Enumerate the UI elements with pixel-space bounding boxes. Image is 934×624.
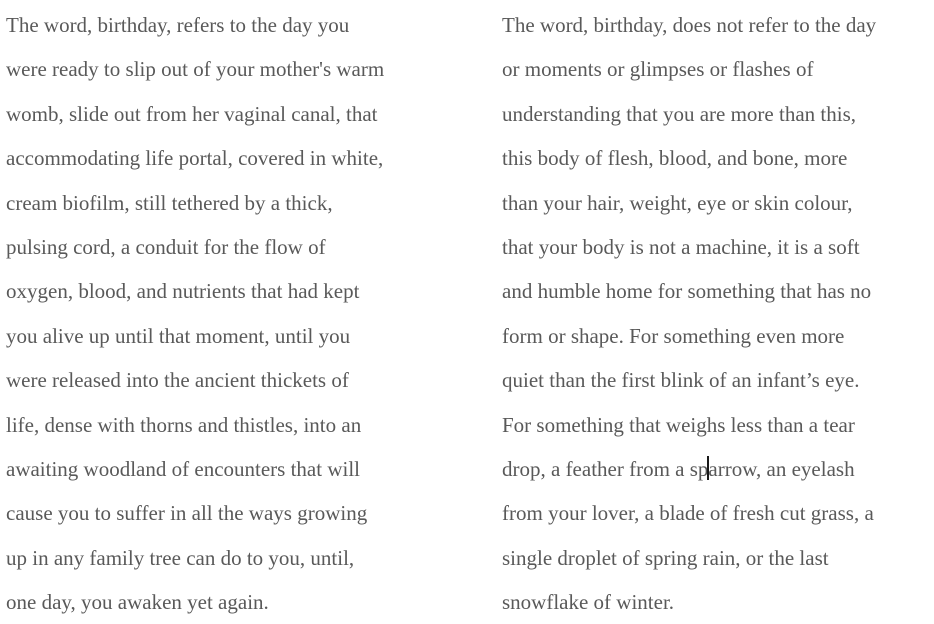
text-line: were released into the ancient thickets of (6, 368, 349, 393)
right-text-column[interactable] (502, 3, 932, 624)
text-line: were ready to slip out of your mother's warm (6, 57, 385, 82)
text-line: pulsing cord, a conduit for the flow of (6, 234, 326, 259)
text-line: accommodating life portal, covered in white, (6, 146, 384, 171)
text-line: awaiting woodland of encounters that will (6, 456, 360, 481)
text-line: this body of flesh, blood, and bone, more (502, 146, 848, 171)
text-line: one day, you awaken yet again. (6, 590, 269, 615)
text-before-caret: drop, a feather from a sp (502, 456, 709, 481)
text-line: The word, birthday, does not refer to the day (502, 13, 877, 37)
text-line: womb, slide out from her vaginal canal, that (6, 101, 378, 126)
text-line: understanding that you are more than this, (502, 101, 856, 126)
text-line: or moments or glimpses or flashes of (502, 57, 814, 82)
text-line: For something that weighs less than a tear (502, 412, 855, 437)
text-line: life, dense with thorns and thistles, into an (6, 412, 362, 437)
text-line: The word, birthday, refers to the day you (6, 13, 350, 37)
text-line: form or shape. For something even more (502, 323, 845, 348)
text-after-caret: arrow, an eyelash (708, 456, 855, 481)
text-line: oxygen, blood, and nutrients that had kept (6, 279, 360, 304)
text-line-with-caret (502, 447, 932, 491)
text-line: from your lover, a blade of fresh cut grass, a (502, 501, 874, 526)
text-line: cream biofilm, still tethered by a thick, (6, 190, 333, 215)
text-line: you alive up until that moment, until you (6, 323, 351, 348)
text-line: single droplet of spring rain, or the last (502, 545, 829, 570)
text-line: and humble home for something that has no (502, 279, 872, 304)
text-line: quiet than the first blink of an infant’s eye. (502, 368, 860, 393)
text-line: than your hair, weight, eye or skin colour, (502, 190, 853, 215)
text-line: up in any family tree can do to you, until, (6, 545, 355, 570)
left-text-column[interactable] (6, 3, 476, 624)
text-line: that your body is not a machine, it is a soft (502, 234, 860, 259)
text-line: snowflake of winter. (502, 590, 675, 615)
text-line: cause you to suffer in all the ways growing (6, 501, 368, 526)
